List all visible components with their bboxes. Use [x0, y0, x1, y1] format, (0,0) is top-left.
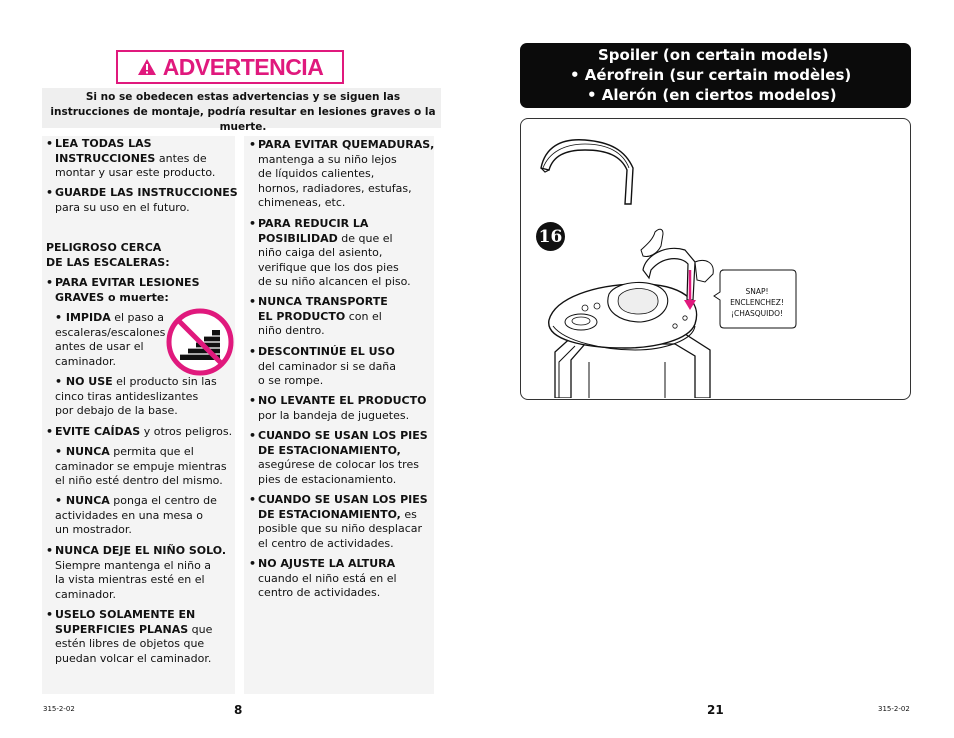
warning-title: ADVERTENCIA	[162, 53, 324, 80]
c7-line4: el centro de actividades.	[258, 536, 394, 550]
intro-text: Si no se obedecen estas advertencias y se siguen las instrucciones de montaje, podría resultar en lesiones graves o la muerte.	[50, 91, 436, 133]
s4-line1: • NUNCA ponga el centro de	[55, 494, 217, 507]
b1-line3: montar y usar este producto.	[55, 166, 216, 180]
bullet-dot: •	[249, 557, 257, 570]
bullet-dot: •	[249, 394, 257, 407]
c2-line4: verifique que los dos pies	[258, 260, 399, 274]
b3-line2: GRAVES o muerte:	[55, 290, 169, 304]
b5-line4: caminador.	[55, 587, 116, 601]
stairs-heading-1: PELIGROSO CERCA	[46, 241, 162, 254]
c2-line5: de su niño alcancen el piso.	[258, 275, 411, 289]
step-number-badge: 16	[536, 222, 565, 251]
s1-line3: antes de usar el	[55, 340, 144, 354]
b1-line1: LEA TODAS LAS	[55, 137, 152, 150]
c3-line2: EL PRODUCTO con el	[258, 309, 382, 323]
section-header	[520, 43, 911, 108]
b3-line1: PARA EVITAR LESIONES	[55, 276, 200, 289]
bullet-dot: •	[249, 345, 257, 358]
c3-line1: NUNCA TRANSPORTE	[258, 295, 388, 308]
s2-line3: por debajo de la base.	[55, 404, 178, 418]
c2-line2: POSIBILIDAD de que el	[258, 231, 393, 245]
c3-line3: niño dentro.	[258, 324, 325, 338]
c5-line2: por la bandeja de juguetes.	[258, 408, 410, 422]
b1-line2: INSTRUCCIONES antes de	[55, 151, 207, 165]
bullet-dot: •	[46, 137, 54, 150]
bullet-dot: •	[249, 295, 257, 308]
c6-line2: DE ESTACIONAMIENTO,	[258, 443, 401, 457]
bullet-dot: •	[249, 493, 257, 506]
bullet-dot: •	[46, 276, 54, 289]
c4-line2: del caminador si se daña	[258, 359, 397, 373]
no-stairs-icon	[166, 308, 234, 376]
b5-line3: la vista mientras esté en el	[55, 573, 205, 587]
bullet-dot: •	[249, 138, 257, 151]
c7-line2: DE ESTACIONAMIENTO, es	[258, 507, 417, 521]
right-footer-code: 315-2-02	[878, 705, 910, 713]
b4-line1: EVITE CAÍDAS y otros peligros.	[55, 425, 233, 438]
stairs-heading-2: DE LAS ESCALERAS:	[46, 255, 170, 269]
c4-line3: o se rompe.	[258, 374, 324, 388]
s3-line3: el niño esté dentro del mismo.	[55, 474, 223, 488]
c4-line1: DESCONTINÚE EL USO	[258, 345, 395, 358]
spoiler-part-illustration	[535, 128, 640, 208]
snap-line-3: ¡CHASQUIDO!	[730, 309, 784, 318]
c7-line1: CUANDO SE USAN LOS PIES	[258, 493, 428, 506]
bullet-dot: •	[46, 425, 54, 438]
c2-line3: niño caiga del asiento,	[258, 246, 383, 260]
header-line-2: • Aérofrein (sur certain modèles)	[570, 66, 852, 84]
c1-line4: hornos, radiadores, estufas,	[258, 181, 412, 195]
c6-line4: pies de estacionamiento.	[258, 472, 397, 486]
left-footer-code: 315-2-02	[43, 705, 75, 713]
s2-line1: • NO USE el producto sin las	[55, 375, 217, 388]
left-page-number: 8	[234, 703, 243, 717]
s2-line2: cinco tiras antideslizantes	[55, 389, 199, 403]
s3-line1: • NUNCA permita que el	[55, 445, 194, 458]
b6-line3: estén libres de objetos que	[55, 637, 205, 651]
c1-line2: mantenga a su niño lejos	[258, 152, 397, 166]
c2-line1: PARA REDUCIR LA	[258, 217, 369, 230]
c6-line1: CUANDO SE USAN LOS PIES	[258, 429, 428, 442]
b5-line1: NUNCA DEJE EL NIÑO SOLO.	[55, 544, 227, 557]
c7-line3: posible que su niño desplacar	[258, 522, 423, 536]
bullet-dot: •	[46, 608, 54, 621]
walker-assembly-illustration	[545, 222, 725, 398]
b6-line4: puedan volcar el caminador.	[55, 651, 212, 665]
s1-line4: caminador.	[55, 354, 116, 368]
s4-line2: actividades en una mesa o	[55, 508, 204, 522]
s3-line2: caminador se empuje mientras	[55, 459, 227, 473]
bullet-dot: •	[249, 429, 257, 442]
c8-line3: centro de actividades.	[258, 586, 381, 600]
c1-line5: chimeneas, etc.	[258, 196, 346, 210]
s1-line1: • IMPIDA el paso a	[55, 311, 164, 324]
bullet-dot: •	[249, 217, 257, 230]
bullet-dot: •	[46, 186, 54, 199]
s1-line2: escaleras/escalones	[55, 325, 166, 339]
header-line-1: Spoiler (on certain models)	[598, 46, 829, 64]
c8-line1: NO AJUSTE LA ALTURA	[258, 557, 396, 570]
c1-line3: de líquidos calientes,	[258, 167, 375, 181]
s4-line3: un mostrador.	[55, 523, 132, 537]
b5-line2: Siempre mantenga el niño a	[55, 558, 212, 572]
b6-line1: USELO SOLAMENTE EN	[55, 608, 196, 621]
header-line-3: • Alerón (en ciertos modelos)	[587, 86, 837, 104]
b2-line2: para su uso en el futuro.	[55, 201, 190, 214]
snap-line-1: SNAP!	[745, 287, 769, 296]
c8-line2: cuando el niño está en el	[258, 571, 397, 585]
snap-line-2: ENCLENCHEZ!	[730, 298, 784, 307]
warning-banner	[116, 50, 344, 84]
snap-text	[719, 286, 795, 342]
c6-line3: asegúrese de colocar los tres	[258, 458, 419, 472]
c1-line1: PARA EVITAR QUEMADURAS,	[258, 138, 435, 151]
b2-line1: GUARDE LAS INSTRUCCIONES	[55, 186, 238, 199]
right-page-number: 21	[707, 703, 724, 717]
b6-line2: SUPERFICIES PLANAS que	[55, 622, 213, 636]
warning-triangle-icon	[137, 58, 157, 76]
bullet-dot: •	[46, 544, 54, 557]
c5-line1: NO LEVANTE EL PRODUCTO	[258, 394, 427, 407]
